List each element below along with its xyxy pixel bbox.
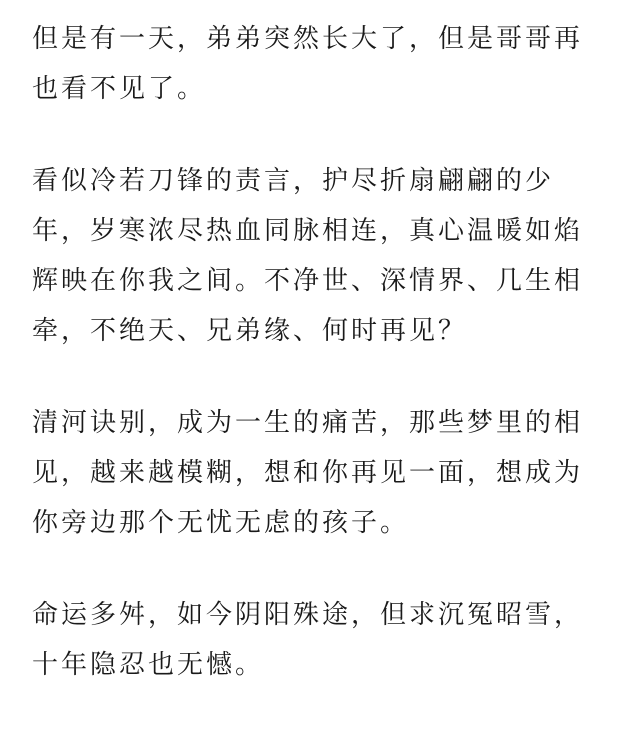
- text-line: 见，越来越模糊，想和你再见一面，想成为: [32, 458, 584, 488]
- text-line: 看似冷若刀锋的责言，护尽折扇翩翩的少: [32, 166, 555, 196]
- text-line: 命运多舛，如今阴阳殊途，但求沉冤昭雪，: [32, 600, 584, 630]
- text-line: 也看不见了。: [32, 74, 207, 104]
- paragraph-2: [32, 156, 622, 356]
- article-body: [32, 14, 622, 732]
- text-line: 年，岁寒浓尽热血同脉相连，真心温暖如焰: [32, 216, 584, 246]
- text-line: 清河诀别，成为一生的痛苦，那些梦里的相: [32, 408, 584, 438]
- text-line: 但是有一天，弟弟突然长大了，但是哥哥再: [32, 24, 584, 54]
- paragraph-3: [32, 398, 622, 548]
- paragraph-4: [32, 590, 622, 690]
- paragraph-1: [32, 14, 622, 114]
- text-line: 辉映在你我之间。不净世、深情界、几生相: [32, 266, 584, 296]
- text-line: 你旁边那个无忧无虑的孩子。: [32, 508, 410, 538]
- text-line: 十年隐忍也无憾。: [32, 650, 265, 680]
- text-line: 牵，不绝天、兄弟缘、何时再见？: [32, 316, 468, 346]
